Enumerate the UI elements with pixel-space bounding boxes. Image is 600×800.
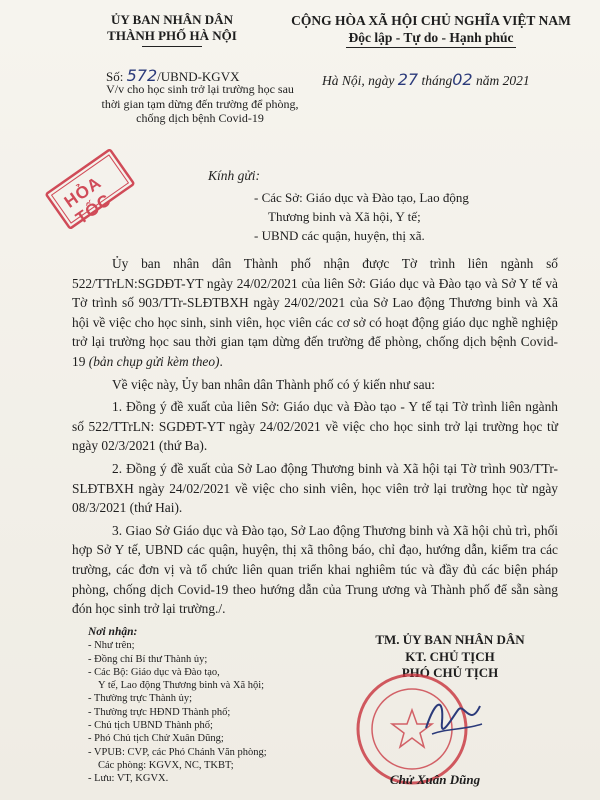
kinh-gui-label: Kính gửi: xyxy=(208,168,260,183)
issuer-line2: THÀNH PHỐ HÀ NỘI xyxy=(107,28,237,43)
recipients-title: Nơi nhận: xyxy=(88,626,138,638)
addressee-item: - UBND các quận, huyện, thị xã. xyxy=(254,228,425,243)
recipient-item: - Đồng chí Bí thư Thành ủy; xyxy=(88,653,208,665)
signer-name: Chử Xuân Dũng xyxy=(389,772,481,787)
recipient-item: - Lưu: VT, KGVX. xyxy=(88,773,169,785)
addressee-list xyxy=(254,188,554,245)
body-paragraph-2: Về việc này, Ủy ban nhân dân Thành phố có ý kiến như sau: xyxy=(112,376,435,392)
document-subject: V/v cho học sinh trở lại trường học sau thời gian tạm dừng đến trường để phòng, chống dịch bệnh Covid-19 xyxy=(101,82,299,125)
body-p1-italic: (bản chụp gửi kèm theo) xyxy=(88,353,220,369)
handwritten-signature-icon xyxy=(418,688,488,748)
issuer-header xyxy=(62,12,282,47)
addressee-item: - Các Sở: Giáo dục và Đào tạo, Lao động xyxy=(254,190,469,205)
nation-title: CỘNG HÒA XÃ HỘI CHỦ NGHĨA VIỆT NAM xyxy=(291,13,571,28)
signature-line3: PHÓ CHỦ TỊCH xyxy=(401,665,499,680)
recipient-item: - Thường trực Thành ủy; xyxy=(88,693,193,705)
issuer-underline xyxy=(142,46,202,47)
body-paragraph-3: 1. Đồng ý đề xuất của liên Sở: Giáo dục và Đào tạo - Y tế tại Tờ trình liên ngành số 522/TTrLN: SGDĐT-YT ngày 24/02/2021 về việc cho học sinh trở lại trường học từ ngày 02/3/2021 (thứ Ba). xyxy=(72,399,558,454)
so-number-handwritten: 572 xyxy=(126,66,158,85)
issue-date xyxy=(322,70,530,89)
date-day-handwritten: 27 xyxy=(397,70,419,89)
date-month-handwritten: 02 xyxy=(452,70,473,89)
issuer-line1: ỦY BAN NHÂN DÂN xyxy=(111,12,233,27)
recipient-item: - Các Bộ: Giáo dục và Đào tạo, xyxy=(88,666,220,678)
recipient-item: Các phòng: KGVX, NC, TKBT; xyxy=(98,759,234,771)
motto-underline xyxy=(346,47,516,48)
body-paragraph-1 xyxy=(72,254,558,372)
so-label: Số: xyxy=(106,69,124,84)
date-month-label: tháng xyxy=(421,73,453,88)
addressee-item: Thương binh và Xã hội, Y tế; xyxy=(268,209,421,224)
recipient-item: - VPUB: CVP, các Phó Chánh Văn phòng; xyxy=(88,746,267,758)
nation-header xyxy=(276,12,586,48)
urgent-stamp-text: HỎA TỐC xyxy=(60,173,115,228)
signature-line2: KT. CHỦ TỊCH xyxy=(405,648,495,664)
recipient-item: - Phó Chủ tịch Chử Xuân Dũng; xyxy=(88,733,224,745)
date-prefix: Hà Nội, ngày xyxy=(322,73,395,88)
body-paragraph-4: 2. Đồng ý đề xuất của Sở Lao động Thương binh và Xã hội tại Tờ trình 903/TTr-SLĐTBXH ngày 24/02/2021 về việc cho sinh viên, học viên trở lại trường học từ ngày 08/3/2021 (thứ Hai). xyxy=(72,460,558,516)
urgent-stamp xyxy=(33,133,147,245)
body-paragraph-5: 3. Giao Sở Giáo dục và Đào tạo, Sở Lao động Thương binh và Xã hội chủ trì, phối hợp Sở Y tế, UBND các quận, huyện, thị xã thông báo, chỉ đạo, hướng dẫn, kiểm tra các trường, các đơn vị và tổ chức liên quan triển khai nghiêm túc và đầy đủ các biện pháp phòng, chống dịch Covid-19 theo hướng dẫn của Trung ương và Thành phố để sẵn sàng đón học sinh trở lại trường./. xyxy=(72,522,558,617)
so-suffix: /UBND-KGVX xyxy=(157,69,240,84)
body-p1-end: . xyxy=(219,353,223,369)
nation-motto: Độc lập - Tự do - Hạnh phúc xyxy=(348,30,514,45)
signature-line1: TM. ỦY BAN NHÂN DÂN xyxy=(375,632,525,647)
body-p1-text: Ủy ban nhân dân Thành phố nhận được Tờ trình liên ngành số 522/TTrLN:SGDĐT-YT ngày 24/02/2021 của liên Sở: Giáo dục và Đào tạo và Sở Y tế và Tờ trình số 903/TTr-SLĐTBXH ngày 24/02/2021 của Sở Lao động Thương binh và Xã hội về việc cho học sinh, sinh viên, học viên các cơ sở có hoạt động giáo dục nghề nghiệp trở lại trường học sau thời gian tạm dừng đến trường để phòng, chống dịch bệnh Covid- 19 xyxy=(72,256,558,369)
date-year: năm 2021 xyxy=(475,73,530,88)
document-body xyxy=(72,254,558,622)
recipient-item: - Chủ tịch UBND Thành phố; xyxy=(88,720,213,732)
recipient-item: Y tế, Lao động Thương binh và Xã hội; xyxy=(98,680,265,692)
recipient-item: - Như trên; xyxy=(88,640,135,652)
recipients-block xyxy=(88,626,318,786)
recipient-item: - Thường trực HĐND Thành phố; xyxy=(88,706,231,718)
